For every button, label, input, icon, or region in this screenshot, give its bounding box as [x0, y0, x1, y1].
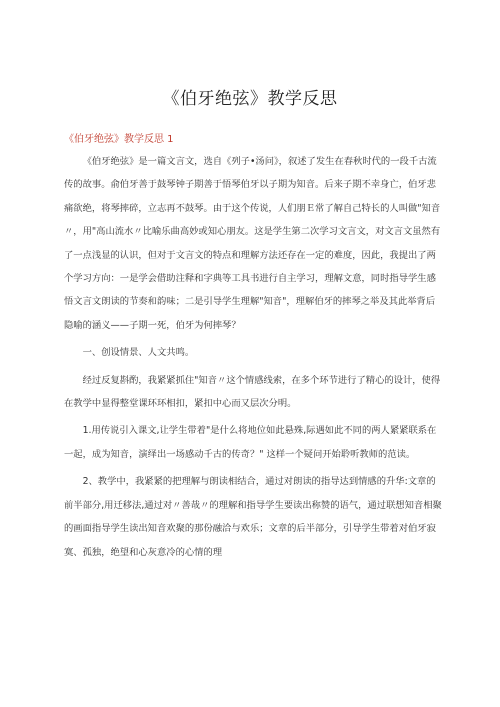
paragraph-intro: 《伯牙绝弦》是一篇文言文，选自《列子•汤问》，叙述了发生在春秋时代的一段千古流传的故事。俞伯牙善于鼓琴钟子期善于悟琴伯牙以子期为知音。后来子期不幸身亡，伯牙悲痛欲绝，将琴摔碎，立志再不鼓琴。由于这个传说，人们朋Ｅ常了解自己特长的人叫做"知音〃，用"高山流水〃比喻乐曲高妙或知心朋友。这是学生第二次学习文言文，对文言文虽然有了一点浅显的认识，但对于文言文的特点和理解方法还存在一定的难度，因此，我提出了两个学习方向：一是学会借助注释和字典等工具书进行自主学习，理解文意，同时指导学生感悟文言文朗读的节奏和韵味；二是引导学生理解"知音"，理解伯牙的摔琴之举及其此举背后隐喻的涵义——子期一死，伯牙为何摔琴？ — [64, 156, 441, 331]
document-body — [64, 150, 442, 564]
paragraph-heading-one: 一、创设情景、人文共鸣。 — [82, 347, 195, 359]
paragraph-point-two: 2、教学中，我紧紧的把理解与朗读相结合，通过对朗读的指导达到情感的升华:文章的前半部分,用迁移法,通过对〃善哉〃的理解和指导学生要读出称赞的语气，通过联想知音相聚的画面指导学生读出知音欢聚的那份融洽与欢乐；文章的后半部分，引导学生带着对伯牙寂寞、孤独，绝望和心灰意冷的心情的理 — [64, 476, 442, 558]
paragraph-point-one: 1.用传说引入课文,让学生带着"是什么将地位如此悬殊,际遇如此不同的两人紧紧联系在一起，成为知音，演绎出一场感动千古的传奇？" 这样一个疑问开始聆听教师的范读。 — [64, 425, 437, 460]
paragraph-design: 经过反复斟酌，我紧紧抓住"知音〃这个情感线索，在多个环节进行了精心的设计，使得在教学中显得整堂课环环相扣，紧扣中心而又层次分明。 — [64, 374, 441, 410]
section-heading: 《伯牙绝弦》教学反思 1 — [64, 134, 174, 145]
document-title: 《伯牙绝弦》教学反思 — [162, 89, 338, 109]
